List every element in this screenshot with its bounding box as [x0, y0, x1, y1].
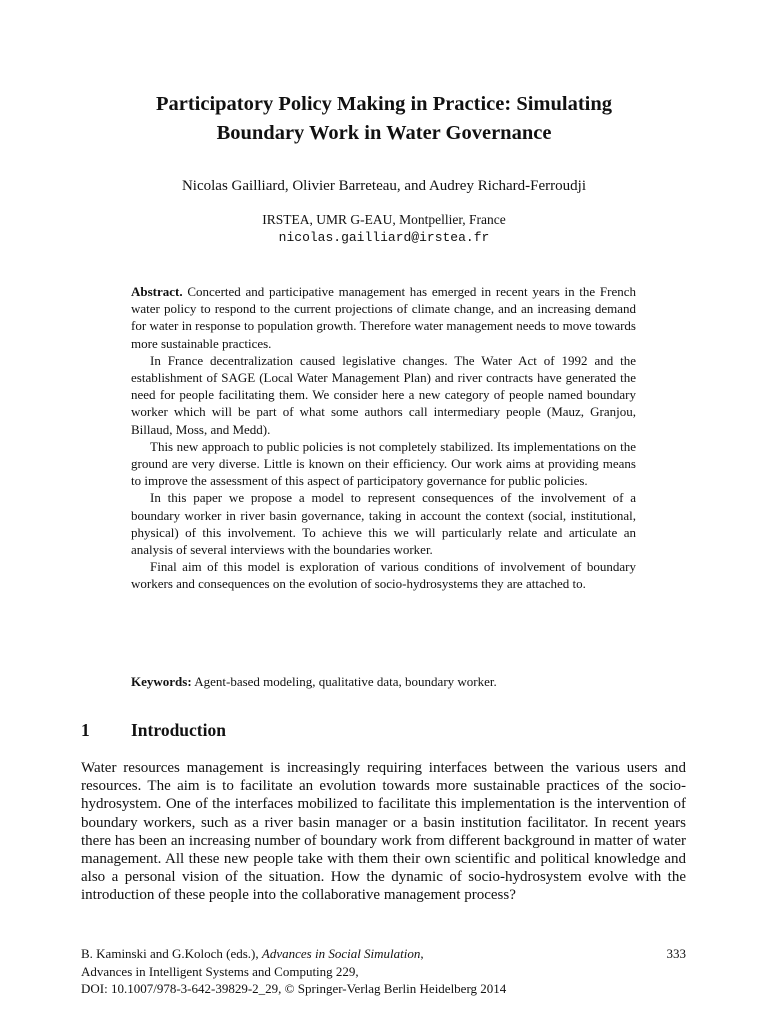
citation-editors: B. Kaminski and G.Koloch (eds.), [81, 946, 262, 961]
abstract-paragraph: Final aim of this model is exploration of various conditions of involvement of boundary workers and consequences on the evolution of socio-hydrosystems they are attached to. [131, 559, 636, 592]
abstract-paragraph: In France decentralization caused legislative changes. The Water Act of 1992 and the establishment of SAGE (Local Water Management Plan) and river contracts have generated the need for people facilitating them. We consider here a new category of people named boundary worker which will be part of what some authors call intermediary people (Mauz, Granjou, Billaud, Moss, and Medd). [131, 352, 636, 437]
abstract-label: Abstract. [131, 284, 183, 299]
keywords-label: Keywords: [131, 674, 192, 689]
section-number: 1 [81, 720, 90, 740]
abstract-paragraph [131, 283, 636, 352]
author-email: nicolas.gailliard@irstea.fr [278, 230, 490, 245]
section-heading [81, 719, 226, 741]
abstract [131, 283, 636, 593]
abstract-paragraph: In this paper we propose a model to represent consequences of the involvement of a boundary worker in river basin governance, taking in account the context (social, institutional, physical) of this involvement. To achieve this we will particularly relate and articulate an analysis of several interviews with the boundaries worker. [131, 490, 636, 558]
affiliation: IRSTEA, UMR G-EAU, Montpellier, France [262, 212, 506, 227]
abstract-paragraph: This new approach to public policies is not completely stabilized. Its implementations on the ground are very diverse. Little is known on their efficiency. Our work aims at providing means to improve the assessment of this aspect of participatory governance for public policies. [131, 438, 636, 489]
title-line-1: Participatory Policy Making in Practice: Simulating [155, 93, 613, 115]
citation-comma: , [420, 946, 424, 961]
footer-citation [81, 945, 686, 963]
body-paragraph: Water resources management is increasingly requiring interfaces between the various users and resources. The aim is to facilitate an evolution towards more sustainable practices of the socio-hydrosystem. One of the interfaces mobilized to facilitate this implementation is the intervention of boundary workers, such as a river basin manager or a basin institution facilitator. In recent years there has been an increasing number of boundary work from different background in matter of water management. All these new people take with them their own scientific and political knowledge and also a personal vision of the situation. How the dynamic of socio-hydrosystem evolve with the introduction of these people into the collaborative management process? [81, 760, 686, 904]
abstract-text: Concerted and participative management has emerged in recent years in the French water policy to respond to the current projections of climate change, and an increasing demand for water in response to population growth. Therefore water management needs to move towards more sustainable practices. [131, 284, 636, 351]
section-body [81, 759, 686, 905]
title-line-2: Boundary Work in Water Governance [216, 122, 552, 144]
keywords [131, 673, 636, 690]
section-title: Introduction [131, 720, 226, 740]
page-number: 333 [666, 946, 686, 961]
citation-book-title: Advances in Social Simulation [261, 946, 421, 961]
page-footer [81, 945, 686, 998]
paper-title [90, 90, 678, 148]
keywords-text: Agent-based modeling, qualitative data, boundary worker. [194, 674, 497, 689]
footer-doi: DOI: 10.1007/978-3-642-39829-2_29, © Springer-Verlag Berlin Heidelberg 2014 [81, 981, 507, 996]
author-list: Nicolas Gailliard, Olivier Barreteau, and Audrey Richard-Ferroudji [181, 178, 587, 194]
footer-series: Advances in Intelligent Systems and Computing 229, [81, 963, 359, 979]
